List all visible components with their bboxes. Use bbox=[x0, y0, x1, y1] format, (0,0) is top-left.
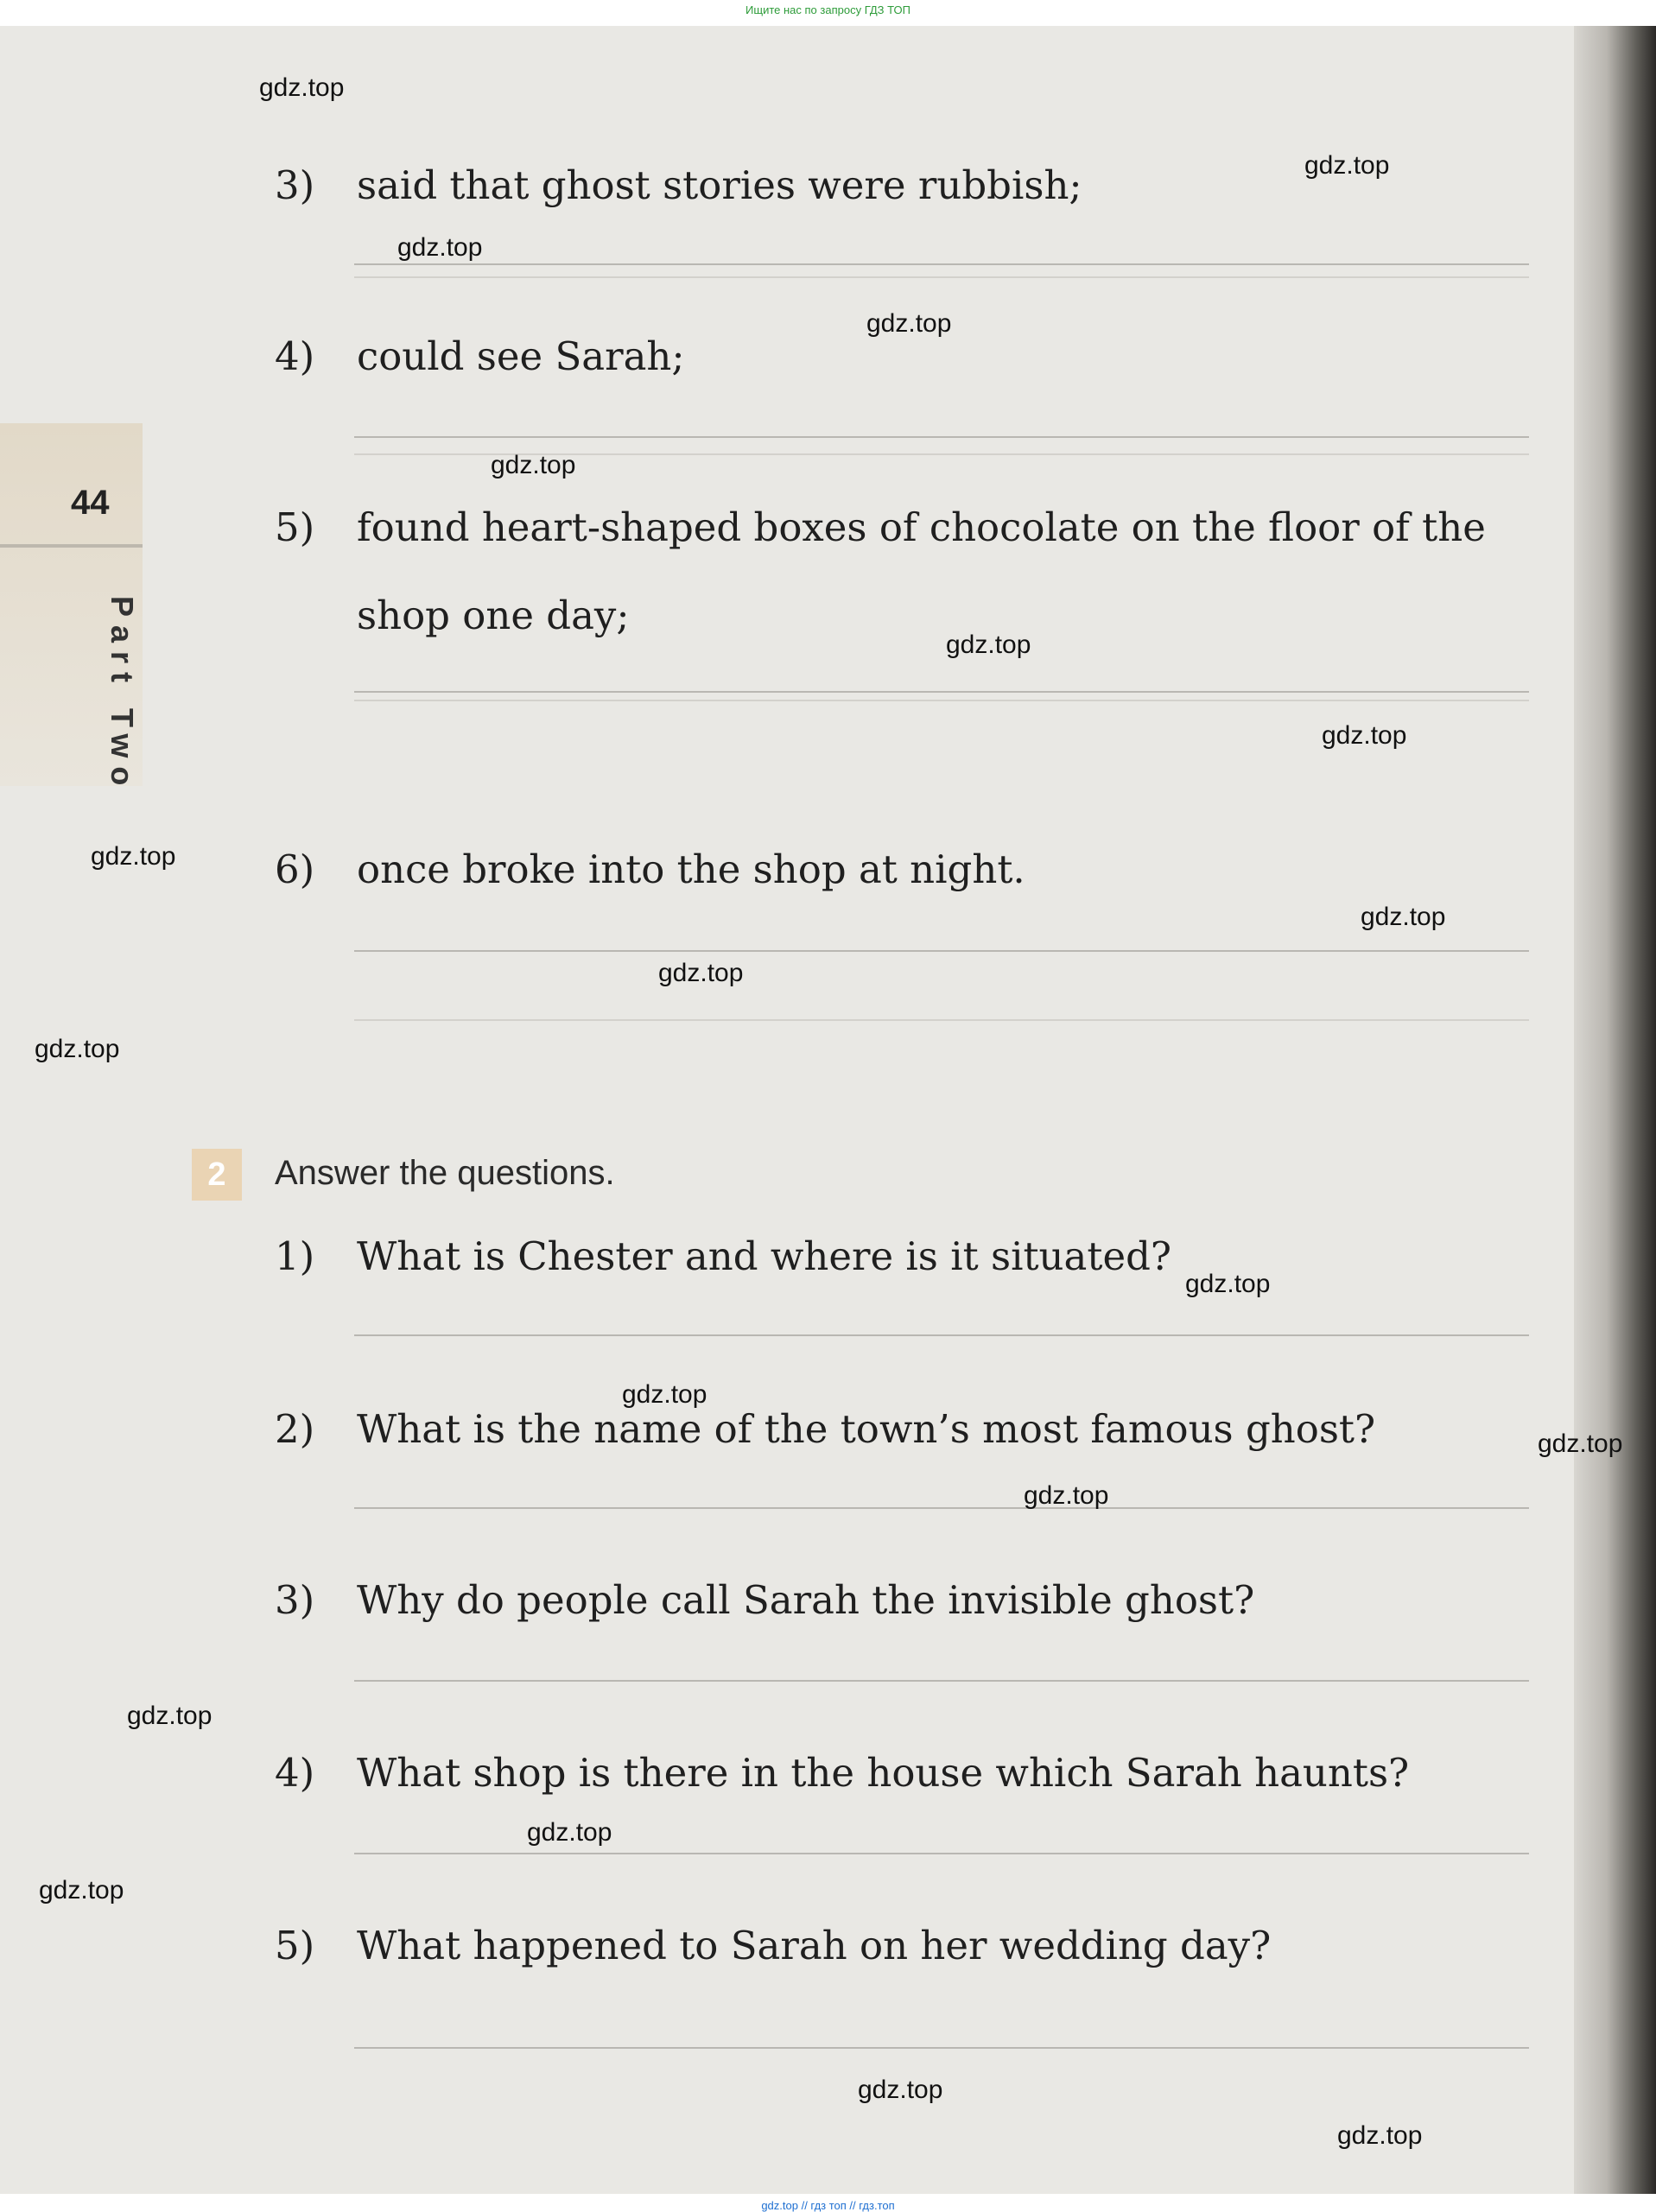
question-number: 5) bbox=[275, 1923, 315, 1968]
watermark: gdz.top bbox=[127, 1702, 213, 1730]
watermark: gdz.top bbox=[35, 1035, 120, 1063]
question-text: What shop is there in the house which Sarah haunts? bbox=[357, 1750, 1410, 1796]
answer-line[interactable] bbox=[354, 1507, 1529, 1509]
footer-note: gdz.top // гдз топ // гдз.топ bbox=[761, 2199, 895, 2212]
watermark: gdz.top bbox=[622, 1380, 707, 1409]
answer-line[interactable] bbox=[354, 691, 1529, 693]
item-number: 3) bbox=[275, 162, 315, 208]
item-number: 5) bbox=[275, 504, 315, 550]
faint-line bbox=[354, 700, 1529, 701]
watermark: gdz.top bbox=[946, 631, 1031, 659]
watermark: gdz.top bbox=[527, 1818, 612, 1847]
faint-line bbox=[354, 1019, 1529, 1021]
part-label: Part Two bbox=[105, 596, 140, 795]
page-number-rule bbox=[0, 544, 143, 548]
ex2-question-2 bbox=[275, 1406, 1376, 1452]
question-number: 2) bbox=[275, 1406, 315, 1452]
answer-line[interactable] bbox=[354, 2047, 1529, 2049]
ex1-item-4 bbox=[275, 333, 685, 379]
watermark: gdz.top bbox=[1304, 151, 1390, 180]
item-text: could see Sarah; bbox=[357, 333, 685, 379]
watermark: gdz.top bbox=[866, 309, 952, 338]
item-number: 6) bbox=[275, 846, 315, 892]
answer-line[interactable] bbox=[354, 263, 1529, 265]
answer-line[interactable] bbox=[354, 1680, 1529, 1682]
answer-line[interactable] bbox=[354, 436, 1529, 438]
ex1-item-5-continuation: shop one day; bbox=[357, 593, 630, 638]
ex2-question-4 bbox=[275, 1750, 1410, 1796]
page-number: 44 bbox=[71, 484, 110, 522]
watermark: gdz.top bbox=[1337, 2121, 1423, 2150]
ex1-item-3 bbox=[275, 162, 1082, 208]
ex2-question-3 bbox=[275, 1577, 1255, 1623]
watermark: gdz.top bbox=[858, 2076, 943, 2104]
watermark: gdz.top bbox=[1361, 903, 1446, 931]
exercise-title: Answer the questions. bbox=[275, 1154, 615, 1192]
question-number: 4) bbox=[275, 1750, 315, 1796]
ex2-question-1 bbox=[275, 1233, 1172, 1279]
answer-line[interactable] bbox=[354, 1853, 1529, 1854]
watermark: gdz.top bbox=[39, 1876, 124, 1905]
question-text: What happened to Sarah on her wedding day? bbox=[357, 1923, 1272, 1968]
question-number: 1) bbox=[275, 1233, 315, 1279]
watermark: gdz.top bbox=[397, 233, 483, 262]
watermark: gdz.top bbox=[491, 451, 576, 479]
question-text: Why do people call Sarah the invisible ghost? bbox=[357, 1577, 1255, 1623]
question-number: 3) bbox=[275, 1577, 315, 1623]
answer-line[interactable] bbox=[354, 950, 1529, 952]
ex1-item-6 bbox=[275, 846, 1025, 892]
question-text: What is the name of the town’s most famous ghost? bbox=[357, 1406, 1376, 1452]
watermark: gdz.top bbox=[1538, 1429, 1623, 1458]
faint-line bbox=[354, 276, 1529, 278]
item-text: once broke into the shop at night. bbox=[357, 846, 1025, 892]
question-text: What is Chester and where is it situated? bbox=[357, 1233, 1172, 1279]
watermark: gdz.top bbox=[91, 842, 176, 871]
watermark: gdz.top bbox=[1024, 1481, 1109, 1510]
watermark: gdz.top bbox=[259, 73, 345, 102]
watermark: gdz.top bbox=[1322, 721, 1407, 750]
book-spine-shadow bbox=[1574, 26, 1656, 2194]
answer-line[interactable] bbox=[354, 1334, 1529, 1336]
item-number: 4) bbox=[275, 333, 315, 379]
ex2-question-5 bbox=[275, 1923, 1272, 1968]
exercise-number-badge: 2 bbox=[192, 1149, 242, 1201]
textbook-page bbox=[0, 26, 1624, 2194]
item-text: found heart-shaped boxes of chocolate on the floor of the bbox=[357, 504, 1486, 550]
header-note: Ищите нас по запросу ГДЗ ТОП bbox=[746, 3, 910, 16]
item-text: said that ghost stories were rubbish; bbox=[357, 162, 1082, 208]
watermark: gdz.top bbox=[658, 959, 744, 987]
watermark: gdz.top bbox=[1185, 1270, 1271, 1298]
ex1-item-5 bbox=[275, 504, 1486, 550]
